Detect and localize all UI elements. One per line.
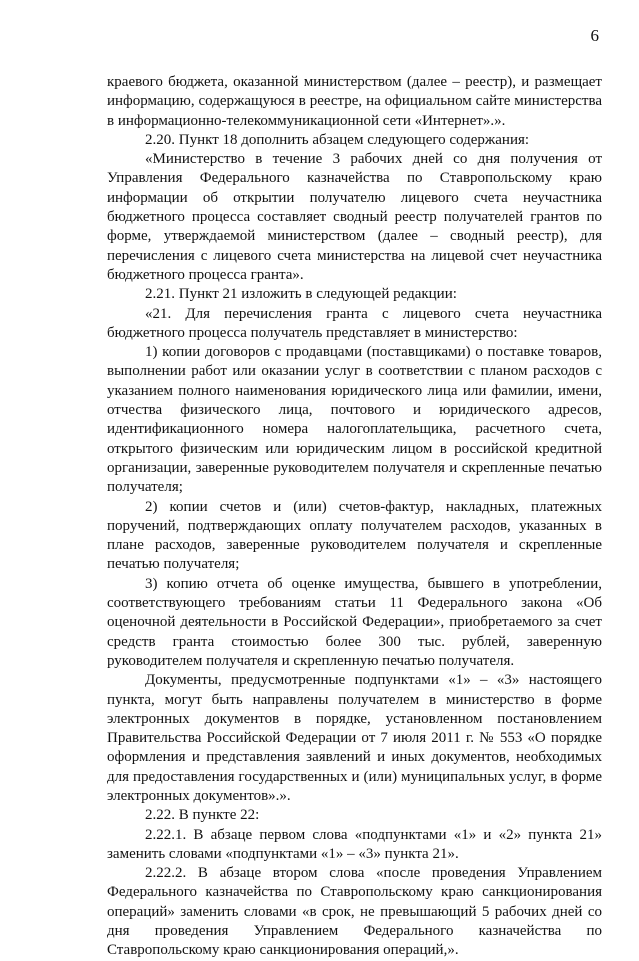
paragraph-electronic-documents: Документы, предусмотренные подпунктами «1» – «3» настоящего пункта, могут быть направлены получателем в министерство в форме электронных документов в порядке, установленном постановлением Правительства Российской Федерации от 7 июля 2011 г. № 553 «О порядке оформления и представления заявлений и иных документов, необходимых для предоставления государственных и (или) муниципальных услуг, в форме электронных документов».». [107, 672, 602, 804]
paragraph-2-20-heading: 2.20. Пункт 18 дополнить абзацем следующего содержания: [145, 131, 530, 148]
paragraph-21-intro: «21. Для перечисления гранта с лицевого счета неучастника бюджетного процесса получатель представляет в министерство: [107, 305, 602, 341]
paragraph-2-22-1: 2.22.1. В абзаце первом слова «подпунктами «1» и «2» пункта 21» заменить словами «подпунктами «1» – «3» пункта 21». [107, 826, 602, 862]
paragraph-item-1: 1) копии договоров с продавцами (поставщиками) о поставке товаров, выполнении работ или оказании услуг в соответствии с планом расходов с указанием полного наименования юридического лица или фамилии, имени, отчества физического лица, почтового и юридического адресов, идентификационного номера налогоплательщика, расчетного счета, открытого физическим или юридическим лицом в российской кредитной организации, заверенные руководителем получателя и скрепленные печатью получателя; [107, 344, 602, 496]
paragraph-reestr-continuation: краевого бюджета, оказанной министерством (далее – реестр), и размещает информацию, содержащуюся в реестре, на официальном сайте министерства в информационно-телекоммуникационной сети «Интернет».». [107, 74, 602, 129]
paragraph-2-21-heading: 2.21. Пункт 21 изложить в следующей редакции: [145, 286, 457, 303]
paragraph-2-22-2: 2.22.2. В абзаце втором слова «после проведения Управлением Федерального казначейства по Ставропольскому краю санкционирования операций» заменить словами «в срок, не превышающий 5 рабочих дней со дня проведения Управлением Федерального казначейства по Ставропольскому краю санкционирования операций,». [107, 865, 602, 959]
paragraph-item-3: 3) копию отчета об оценке имущества, бывшего в употреблении, соответствующего требованиям статьи 11 Федерального закона «Об оценочной деятельности в Российской Федерации», приобретаемого за счет средств гранта стоимостью более 300 тыс. рублей, заверенную руководителем получателя и скрепленную печатью получателя. [107, 575, 602, 669]
paragraph-2-22-heading: 2.22. В пункте 22: [145, 807, 260, 824]
paragraph-2-20-text: «Министерство в течение 3 рабочих дней со дня получения от Управления Федерального казначейства по Ставропольскому краю информации об открытии получателю лицевого счета неучастника бюджетного процесса составляет сводный реестр получателей грантов по форме, утверждаемой министерством (далее – сводный реестр), для перечисления с лицевого счета министерства на лицевой счет неучастника бюджетного процесса гранта». [107, 151, 602, 283]
document-body [107, 73, 602, 961]
paragraph-item-2: 2) копии счетов и (или) счетов-фактур, накладных, платежных поручений, подтверждающих оплату получателем расходов, указанных в плане расходов, заверенные руководителем получателя и скрепленные печатью получателя; [107, 498, 602, 573]
page-number: 6 [590, 26, 599, 45]
